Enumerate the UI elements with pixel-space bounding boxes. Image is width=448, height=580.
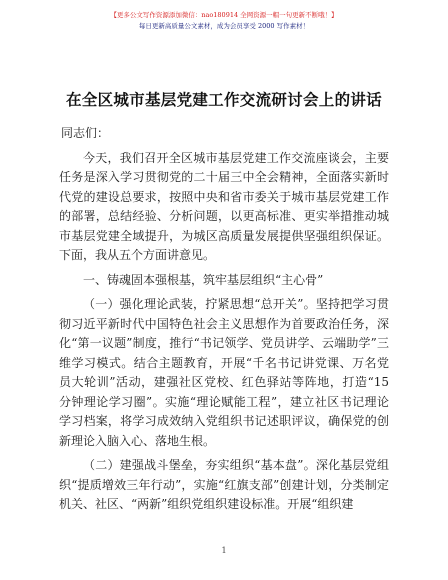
paragraph-2: （二）建强战斗堡垒，夯实组织“基本盘”。深化基层党组织“提质增效三年行动”，实施“红旗支部”创建计划，分类制定机关、社区、“两新”组织党组织建设标准。开展“组织建 (59, 458, 389, 511)
header-banner (0, 10, 448, 32)
banner-line-1: 【更多公文写作资源添加微信：nao180914 全网资源一帽一句更新不断哦！】 (110, 11, 338, 19)
banner-line-2: 每日更新高质量公文素材，成为会员享受 2000 写作素材！ (138, 22, 310, 30)
page-number: 1 (221, 546, 227, 555)
greeting: 同志们： (61, 126, 110, 140)
section-heading-1: 一、铸魂固本强根基，筑牢基层组织“主心骨” (83, 272, 324, 287)
paragraph-intro: 今天，我们召开全区城市基层党建工作交流座谈会，主要任务是深入学习贯彻党的二十届三中全会精神，全面落实新时代党的建设总要求，按照中央和省市委关于城市基层党建工作的部署，总结经验、分析问题，以更高标准、更实举措推动城市基层党建全域提升，为城区高质量发展提供坚强组织保证。下面，我从五个方面讲意见。 (59, 150, 389, 262)
document-title: 在全区城市基层党建工作交流研讨会上的讲话 (65, 90, 382, 109)
paragraph-1: （一）强化理论武装，拧紧思想“总开关”。坚持把学习贯彻习近平新时代中国特色社会主义思想作为首要政治任务，深化“第一议题”制度，推行“书记领学、党员讲学、云端助学”三维学习模式。结合主题教育，开展“千名书记讲党课、万名党员大轮训”活动，建强社区党校、红色驿站等阵地，打造“15 分钟理论学习圈”。实施“理论赋能工程”，建立社区书记理论学习档案，将学习成效纳入党组织书记述职评议，确保党的创新理论入脑入心、落地生根。 (59, 297, 389, 448)
document-body (59, 124, 389, 515)
